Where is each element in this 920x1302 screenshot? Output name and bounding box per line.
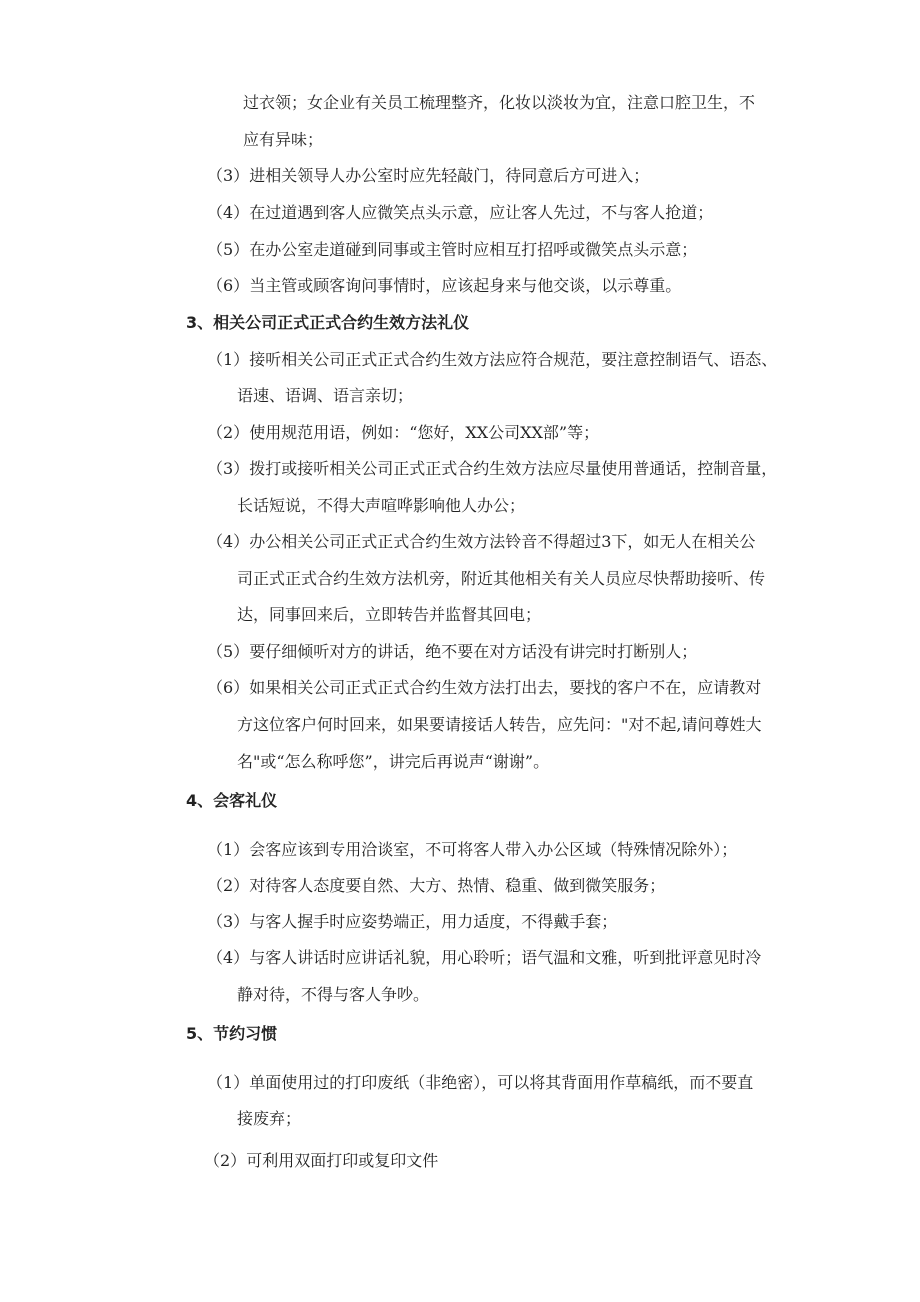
list-item: [207, 423, 599, 443]
list-item: [207, 642, 697, 662]
item-text: 与客人握手时应姿势端正，用力适度，不得戴手套；: [249, 912, 618, 931]
item-number: （4）: [207, 532, 250, 551]
list-item: [207, 240, 697, 260]
text-line: 静对待，不得与客人争吵。: [237, 985, 430, 1004]
list-item: [207, 948, 761, 968]
list-item: [207, 532, 755, 552]
item-number: （4）: [207, 948, 250, 967]
item-text: 在过道遇到客人应微笑点头示意，应让客人先过，不与客人抢道；: [249, 203, 714, 222]
item-text: 使用规范用语，例如：“您好，XX公司XX部”等；: [249, 423, 600, 442]
list-item: [207, 876, 665, 896]
item-text: 在办公室走道碰到同事或主管时应相互打招呼或微笑点头示意；: [249, 240, 698, 259]
text-line: 过衣领；女企业有关员工梳理整齐，化妆以淡妆为宜，注意口腔卫生，不: [243, 93, 756, 112]
item-number: （2）: [207, 876, 250, 895]
section-heading: 4、会客礼仪: [186, 791, 278, 810]
item-text: 进相关领导人办公室时应先轻敲门，待同意后方可进入；: [249, 166, 650, 185]
item-number: （5）: [207, 642, 250, 661]
list-item: [207, 203, 713, 223]
item-text: 对待客人态度要自然、大方、热情、稳重、做到微笑服务；: [249, 876, 666, 895]
item-number: （5）: [207, 240, 250, 259]
item-number: （1）: [207, 1073, 250, 1092]
section-heading: 3、相关公司正式正式合约生效方法礼仪: [186, 313, 470, 332]
item-text: 会客应该到专用洽谈室，不可将客人带入办公区域（特殊情况除外）；: [249, 840, 738, 859]
list-item: [207, 350, 777, 370]
list-item: [207, 1073, 753, 1093]
item-text: 当主管或顾客询问事情时，应该起身来与他交谈，以示尊重。: [249, 276, 682, 295]
text-line: 达，同事回来后，立即转告并监督其回电；: [237, 605, 542, 624]
item-number: （4）: [207, 203, 250, 222]
list-item: [207, 166, 649, 186]
item-number: （2）: [204, 1151, 247, 1170]
item-text: 办公相关公司正式正式合约生效方法铃音不得超过3下，如无人在相关公: [249, 532, 756, 551]
item-number: （3）: [207, 459, 250, 478]
item-text: 如果相关公司正式正式合约生效方法打出去，要找的客户不在，应请教对: [249, 678, 762, 697]
section-heading: 5、节约习惯: [186, 1024, 278, 1043]
list-item: [207, 678, 761, 698]
item-number: （2）: [207, 423, 250, 442]
text-line: 长话短说，不得大声喧哗影响他人办公；: [237, 496, 526, 515]
list-item: [207, 459, 777, 479]
item-text: 与客人讲话时应讲话礼貌，用心聆听；语气温和文雅，听到批评意见时冷: [249, 948, 762, 967]
item-number: （6）: [207, 678, 250, 697]
text-line: 应有异味；: [243, 130, 324, 149]
item-text: 接听相关公司正式正式合约生效方法应符合规范，要注意控制语气、语态、: [249, 350, 778, 369]
item-text: 拨打或接听相关公司正式正式合约生效方法应尽量使用普通话，控制音量，: [249, 459, 778, 478]
text-line: 接废弃；: [237, 1109, 302, 1128]
item-number: （1）: [207, 840, 250, 859]
text-line: 司正式正式合约生效方法机旁，附近其他相关有关人员应尽快帮助接听、传: [237, 569, 766, 588]
list-item: [207, 912, 617, 932]
item-text: 要仔细倾听对方的讲话，绝不要在对方话没有讲完时打断别人；: [249, 642, 698, 661]
text-line: 方这位客户何时回来，如果要请接话人转告，应先问："对不起,请问尊姓大: [237, 715, 762, 734]
text-line: 名"或“怎么称呼您”，讲完后再说声“谢谢”。: [237, 752, 550, 771]
item-number: （1）: [207, 350, 250, 369]
item-text: 单面使用过的打印废纸（非绝密），可以将其背面用作草稿纸，而不要直: [249, 1073, 754, 1092]
item-number: （3）: [207, 912, 250, 931]
item-text: 可利用双面打印或复印文件: [246, 1151, 439, 1170]
list-item: [207, 840, 737, 860]
item-number: （6）: [207, 276, 250, 295]
item-number: （3）: [207, 166, 250, 185]
list-item: [207, 276, 681, 296]
text-line: 语速、语调、语言亲切；: [237, 386, 414, 405]
list-item: [204, 1151, 438, 1171]
